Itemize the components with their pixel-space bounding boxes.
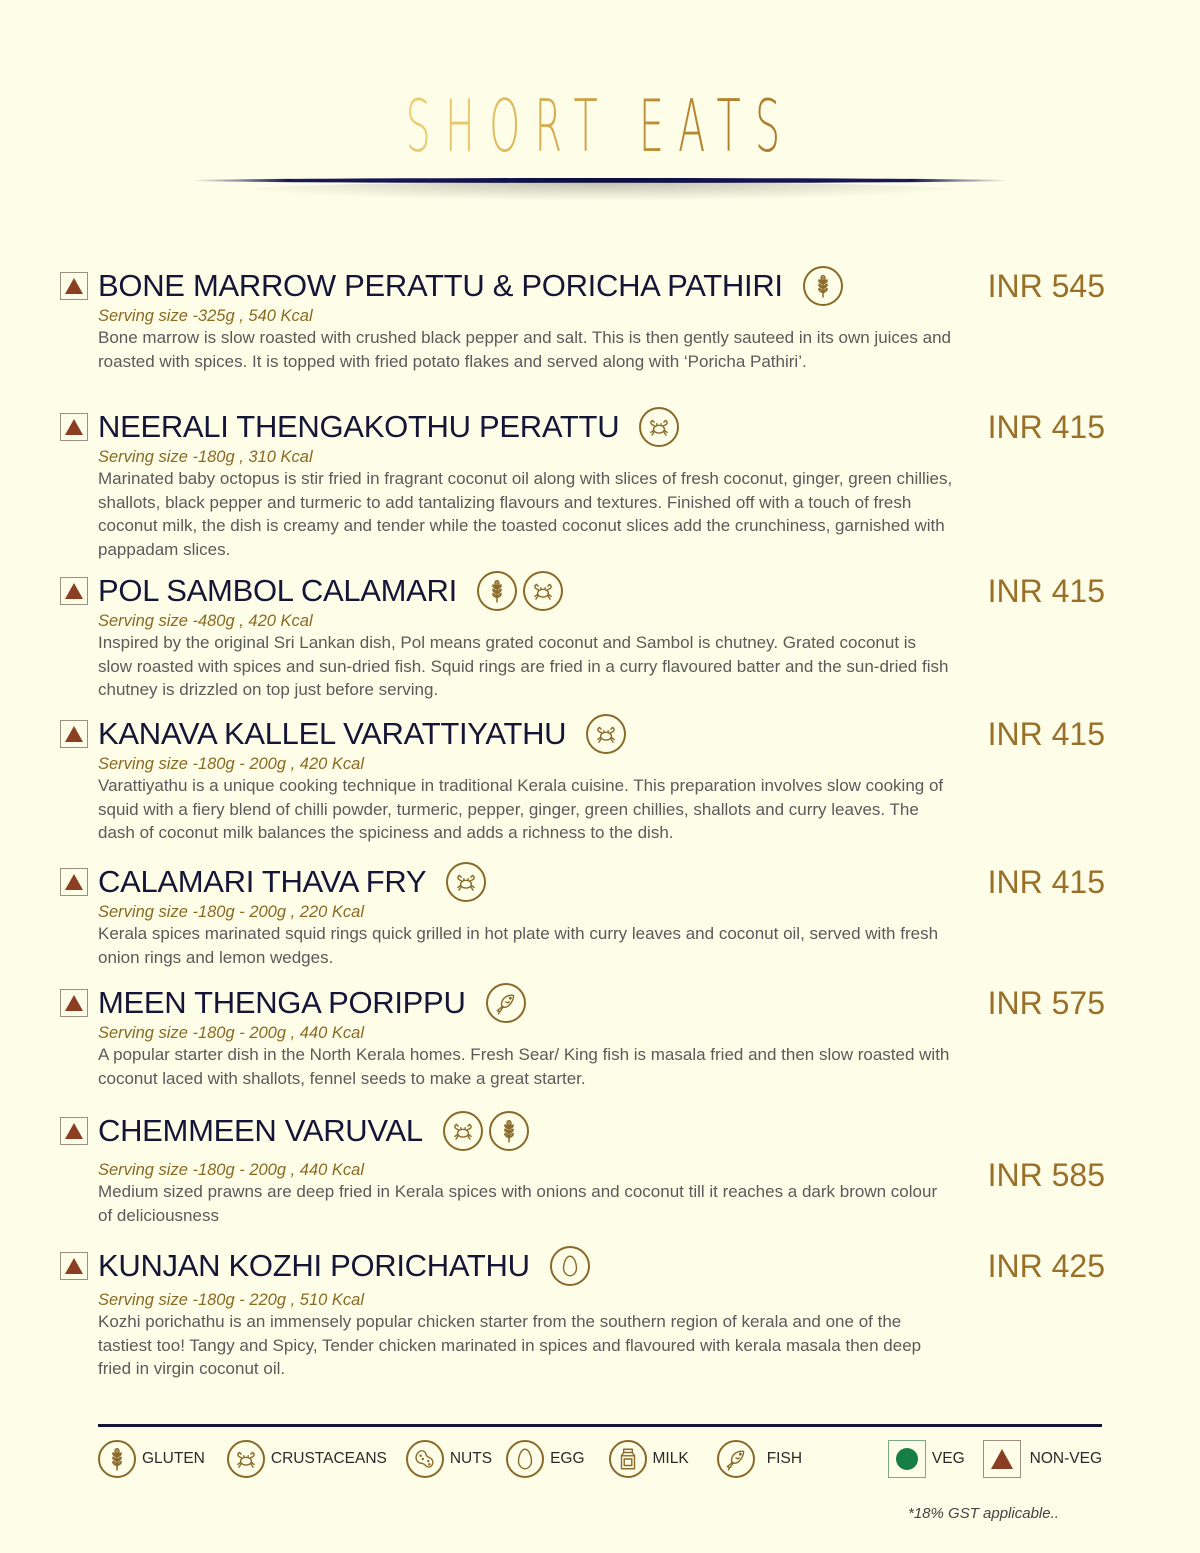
item-price: INR 545 bbox=[987, 267, 1105, 304]
legend-crustaceans bbox=[227, 1440, 387, 1478]
fish-icon bbox=[486, 983, 526, 1023]
item-price: INR 575 bbox=[987, 984, 1105, 1021]
serving-size: Serving size -180g - 200g , 220 Kcal bbox=[98, 903, 364, 921]
serving-size: Serving size -180g , 310 Kcal bbox=[98, 448, 313, 466]
item-name: KUNJAN KOZHI PORICHATHU bbox=[98, 1248, 530, 1283]
egg-icon bbox=[506, 1440, 544, 1478]
menu-item bbox=[60, 983, 1105, 1090]
legend-veg bbox=[888, 1440, 965, 1478]
veg-badge bbox=[888, 1440, 926, 1478]
item-name: MEEN THENGA PORIPPU bbox=[98, 985, 466, 1020]
item-name: CHEMMEEN VARUVAL bbox=[98, 1113, 423, 1148]
item-description: Medium sized prawns are deep fried in Kerala spices with onions and coconut till it reaches a dark brown colour of deliciousness bbox=[98, 1182, 938, 1225]
footer-divider bbox=[98, 1424, 1102, 1427]
item-description: Marinated baby octopus is stir fried in fragrant coconut oil along with slices of fresh coconut, ginger, green chillies, shallots, black pepper and turmeric to add tantalizing flavours and textures. Finished off with a touch of fresh coconut milk, the dish is creamy and tender while the toasted coconut slices add the crunchiness, garnished with pappadam slices. bbox=[98, 469, 953, 559]
menu-item bbox=[60, 407, 1105, 561]
item-description: Kerala spices marinated squid rings quick grilled in hot plate with curry leaves and coconut oil, served with fresh onion rings and lemon wedges. bbox=[98, 924, 939, 967]
fish-icon bbox=[717, 1440, 755, 1478]
gluten-icon bbox=[803, 266, 843, 306]
non-veg-badge bbox=[60, 577, 88, 605]
allergen-list bbox=[443, 1111, 529, 1151]
item-price: INR 415 bbox=[987, 863, 1105, 900]
title-divider-shadow bbox=[230, 182, 970, 200]
veg-dot-icon bbox=[896, 1448, 918, 1470]
nuts-icon bbox=[406, 1440, 444, 1478]
non-veg-triangle-icon bbox=[65, 419, 83, 435]
item-price: INR 585 bbox=[987, 1157, 1105, 1193]
allergen-list bbox=[477, 571, 563, 611]
legend-label: EGG bbox=[550, 1450, 585, 1467]
item-price: INR 425 bbox=[987, 1247, 1105, 1284]
crustaceans-icon bbox=[639, 407, 679, 447]
serving-size: Serving size -180g - 200g , 420 Kcal bbox=[98, 755, 364, 773]
item-price: INR 415 bbox=[987, 572, 1105, 609]
item-description: A popular starter dish in the North Kerala homes. Fresh Sear/ King fish is masala fried and then slow roasted with coconut laced with shallots, fennel seeds to make a great starter. bbox=[98, 1045, 950, 1088]
legend-milk bbox=[609, 1440, 689, 1478]
crustaceans-icon bbox=[227, 1440, 265, 1478]
non-veg-badge bbox=[983, 1440, 1021, 1478]
legend-fish bbox=[717, 1440, 802, 1478]
item-name: KANAVA KALLEL VARATTIYATHU bbox=[98, 716, 567, 751]
item-name: BONE MARROW PERATTU & PORICHA PATHIRI bbox=[98, 268, 783, 303]
crustaceans-icon bbox=[446, 862, 486, 902]
non-veg-badge bbox=[60, 1117, 88, 1145]
non-veg-triangle-icon bbox=[65, 1258, 83, 1274]
crustaceans-icon bbox=[586, 714, 626, 754]
menu-item bbox=[60, 1111, 1105, 1227]
allergen-list bbox=[803, 266, 843, 306]
legend-nuts bbox=[406, 1440, 492, 1478]
menu-item bbox=[60, 714, 1105, 845]
legend-label: FISH bbox=[766, 1450, 803, 1467]
egg-icon bbox=[550, 1246, 590, 1286]
menu-item bbox=[60, 1246, 1105, 1381]
allergen-list bbox=[446, 862, 486, 902]
gluten-icon bbox=[477, 571, 517, 611]
menu-item bbox=[60, 266, 1105, 373]
item-name: POL SAMBOL CALAMARI bbox=[98, 573, 457, 608]
item-price: INR 415 bbox=[987, 408, 1105, 445]
menu-item bbox=[60, 862, 1105, 969]
non-veg-triangle-icon bbox=[65, 874, 83, 890]
item-description: Varattiyathu is a unique cooking technique in traditional Kerala cuisine. This preparation involves slow cooking of squid with a fiery blend of chilli powder, turmeric, pepper, ginger, green chillies, shallots and curry leaves. The dash of coconut milk balances the spiciness and adds a richness to the dish. bbox=[98, 776, 944, 842]
non-veg-badge bbox=[60, 989, 88, 1017]
allergen-list bbox=[550, 1246, 590, 1286]
non-veg-badge bbox=[60, 413, 88, 441]
milk-icon bbox=[609, 1440, 647, 1478]
legend-gluten bbox=[98, 1440, 205, 1478]
non-veg-triangle-icon bbox=[991, 1449, 1013, 1469]
page-title: SHORT EATS bbox=[270, 86, 930, 166]
item-description: Kozhi porichathu is an immensely popular chicken starter from the southern region of kerala and one of the tastiest too! Tangy and Spicy, Tender chicken marinated in spices and flavoured with kerala masala then deep fried in virgin coconut oil. bbox=[98, 1312, 922, 1378]
non-veg-triangle-icon bbox=[65, 995, 83, 1011]
serving-size: Serving size -180g - 220g , 510 Kcal bbox=[98, 1291, 364, 1309]
gluten-icon bbox=[489, 1111, 529, 1151]
allergen-list bbox=[586, 714, 626, 754]
item-price: INR 415 bbox=[987, 715, 1105, 752]
non-veg-badge bbox=[60, 868, 88, 896]
legend-label: GLUTEN bbox=[142, 1450, 205, 1467]
legend-egg bbox=[506, 1440, 584, 1478]
legend-non-veg bbox=[983, 1440, 1102, 1478]
legend-label: MILK bbox=[652, 1450, 689, 1467]
legend-label: NUTS bbox=[449, 1450, 493, 1467]
crustaceans-icon bbox=[443, 1111, 483, 1151]
allergen-list bbox=[639, 407, 679, 447]
legend-label: CRUSTACEANS bbox=[270, 1450, 387, 1467]
non-veg-triangle-icon bbox=[65, 583, 83, 599]
non-veg-triangle-icon bbox=[65, 1123, 83, 1139]
allergen-list bbox=[486, 983, 526, 1023]
non-veg-badge bbox=[60, 1252, 88, 1280]
crustaceans-icon bbox=[523, 571, 563, 611]
non-veg-badge bbox=[60, 272, 88, 300]
non-veg-triangle-icon bbox=[65, 726, 83, 742]
menu-item bbox=[60, 571, 1105, 702]
non-veg-triangle-icon bbox=[65, 278, 83, 294]
non-veg-badge bbox=[60, 720, 88, 748]
item-description: Bone marrow is slow roasted with crushed black pepper and salt. This is then gently sauteed in its own juices and roasted with spices. It is topped with fried potato flakes and served along with ‘Poricha Pathiri’. bbox=[98, 328, 951, 371]
serving-size: Serving size -180g - 200g , 440 Kcal bbox=[98, 1024, 364, 1042]
serving-size: Serving size -325g , 540 Kcal bbox=[98, 307, 313, 325]
legend-label: VEG bbox=[931, 1450, 965, 1467]
gluten-icon bbox=[98, 1440, 136, 1478]
allergen-legend bbox=[98, 1438, 1102, 1480]
item-name: NEERALI THENGAKOTHU PERATTU bbox=[98, 409, 620, 444]
legend-label: NON-VEG bbox=[1029, 1450, 1102, 1467]
item-description: Inspired by the original Sri Lankan dish, Pol means grated coconut and Sambol is chutney. Grated coconut is slow roasted with spices and sun-dried fish. Squid rings are fried in a curry flavoured batter and the sun-dried fish chutney is drizzled on top just before serving. bbox=[98, 633, 949, 699]
gst-note: *18% GST applicable.. bbox=[908, 1505, 1059, 1522]
serving-size: Serving size -480g , 420 Kcal bbox=[98, 612, 313, 630]
serving-size: Serving size -180g - 200g , 440 Kcal bbox=[98, 1161, 364, 1179]
item-name: CALAMARI THAVA FRY bbox=[98, 864, 427, 899]
